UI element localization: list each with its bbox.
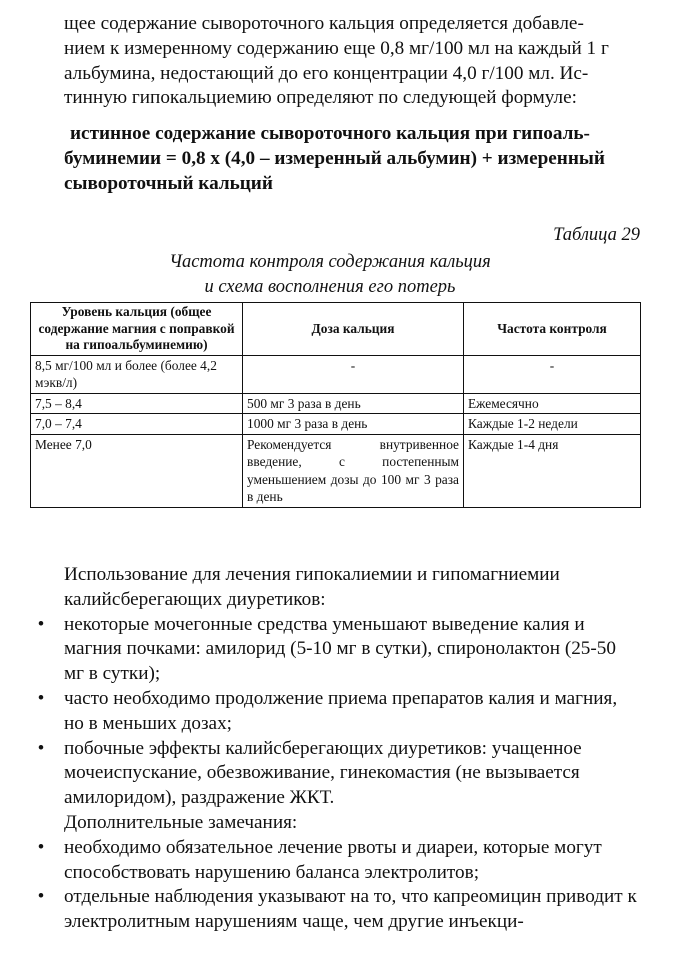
calcium-table — [30, 302, 641, 508]
formula-line: сывороточный кальций — [64, 173, 273, 194]
cell-dose: 1000 мг 3 раза в день — [243, 414, 464, 435]
intro-paragraph — [64, 12, 646, 111]
list-item-text: часто необходимо продолжение приема препаратов калия и магния, но в меньших дозах; — [64, 687, 618, 734]
cell-level: 7,5 – 8,4 — [31, 393, 243, 414]
formula-line: истинное содержание сывороточного кальция при гипоаль- — [70, 123, 590, 144]
table-caption — [20, 250, 640, 300]
cell-frequency: Каждые 1-4 дня — [464, 434, 641, 507]
table-number: Таблица 29 — [553, 225, 640, 245]
table-row — [31, 355, 641, 393]
intro-line: щее содержание сывороточного кальция определяется добавле- — [64, 13, 584, 34]
list-item — [34, 737, 640, 811]
list-item — [34, 687, 640, 737]
list-item — [34, 613, 640, 687]
cell-frequency: Ежемесячно — [464, 393, 641, 414]
bullet-icon: • — [37, 836, 45, 858]
bullet-icon: • — [37, 886, 45, 908]
header-calcium-level: Уровень кальция (общее содержание магния с поправкой на гипоальбуминемию) — [31, 303, 243, 356]
notes-heading: Дополнительные замечания: — [64, 811, 298, 833]
cell-frequency: Каждые 1-2 недели — [464, 414, 641, 435]
formula-line: буминемии = 0,8 x (4,0 – измеренный альбумин) + измеренный — [64, 148, 605, 169]
cell-dose: Рекомендуется внутривенное введение, с постепенным уменьшением дозы до 100 мг 3 раза в день — [243, 434, 464, 507]
list-item-text: необходимо обязательное лечение рвоты и диареи, которые могут способствовать нарушению баланса электролитов; — [64, 836, 602, 883]
bullet-icon: • — [37, 613, 45, 635]
list-item — [34, 836, 640, 886]
table-row — [31, 393, 641, 414]
header-calcium-dose: Доза кальция — [243, 303, 464, 356]
cell-frequency: - — [464, 355, 641, 393]
list-item — [34, 885, 640, 935]
cell-dose: - — [243, 355, 464, 393]
cell-level: 8,5 мг/100 мл и более (более 4,2 мэкв/л) — [31, 355, 243, 393]
section-intro: Использование для лечения гипокалиемии и гипомагниемии калийсберегающих диуретиков: — [64, 564, 560, 610]
header-control-frequency: Частота контроля — [464, 303, 641, 356]
intro-line: альбумина, недостающий до его концентрации 4,0 г/100 мл. Ис- — [64, 62, 589, 84]
table-header-row — [31, 303, 641, 356]
intro-line: тинную гипокальциемию определяют по следующей формуле: — [64, 87, 577, 109]
formula-block — [64, 121, 646, 196]
intro-line: нием к измеренному содержанию еще 0,8 мг/100 мл на каждый 1 г — [64, 37, 609, 59]
cell-level: 7,0 – 7,4 — [31, 414, 243, 435]
bullet-icon: • — [37, 737, 45, 759]
table-caption-line: и схема восполнения его потерь — [204, 277, 456, 297]
table-row — [31, 434, 641, 507]
cell-dose: 500 мг 3 раза в день — [243, 393, 464, 414]
list-item-text: побочные эффекты калийсберегающих диуретиков: учащенное мочеиспускание, обезвоживание, гинекомастия (не вызывается амилоридом), раздражение ЖКТ. — [64, 737, 582, 809]
cell-level: Менее 7,0 — [31, 434, 243, 507]
table-caption-line: Частота контроля содержания кальция — [169, 252, 491, 272]
list-item-text: отдельные наблюдения указывают на то, что капреомицин приводит к электролитным нарушениям чаще, чем другие инъекци- — [64, 886, 637, 933]
list-item-text: некоторые мочегонные средства уменьшают выведение калия и магния почками: амилорид (5-10 мг в сутки), спиронолактон (25-50 мг в сутки); — [64, 613, 616, 685]
table-row — [31, 414, 641, 435]
bullet-icon: • — [37, 687, 45, 709]
diuretics-section — [34, 563, 640, 935]
